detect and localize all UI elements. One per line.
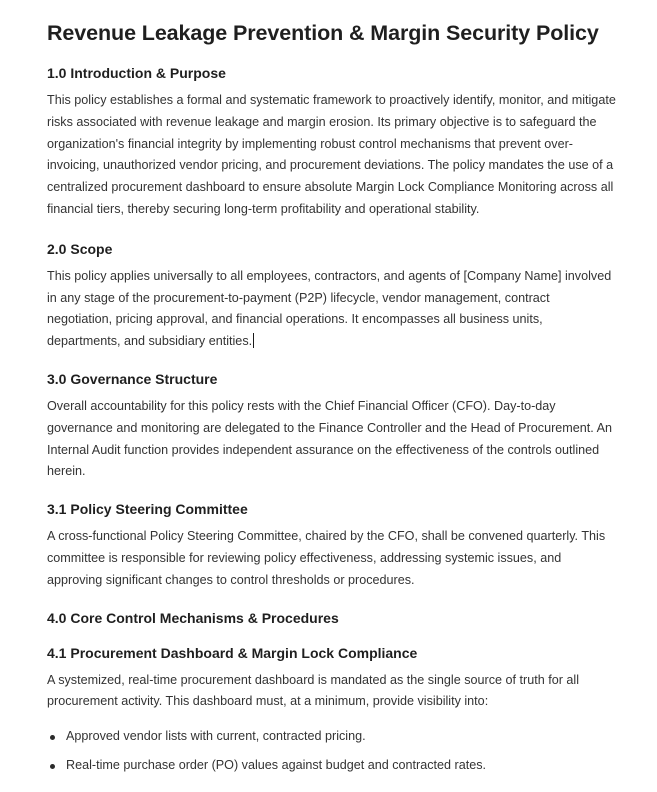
- section-heading-core-controls: 4.0 Core Control Mechanisms & Procedures: [47, 609, 339, 626]
- section-heading-governance: 3.0 Governance Structure: [47, 370, 218, 387]
- section-body-procurement-dashboard: A systemized, real-time procurement dashboard is mandated as the single source of truth for all procurement activity. This dashboard must, at a minimum, provide visibility into:: [47, 672, 579, 709]
- bullet-icon: [50, 764, 55, 769]
- section-body-introduction: This policy establishes a formal and systematic framework to proactively identify, monitor, and mitigate risks associated with revenue leakage and margin erosion. Its primary objective is to safeguard the organization's financial integrity by implementing robust control mechanisms that prevent over-invoicing, unauthorized vendor pricing, and procurement deviations. The policy mandates the use of a centralized procurement dashboard to ensure absolute Margin Lock Compliance Monitoring across all financial tiers, thereby securing long-term profitability and operational stability.: [47, 93, 616, 216]
- text-cursor: [253, 333, 254, 348]
- section-governance: [47, 369, 617, 483]
- section-body-governance: Overall accountability for this policy rests with the Chief Financial Officer (CFO). Day-to-day governance and monitoring are delegated to the Finance Controller and the Head of Procurement. An Internal Audit function provides independent assurance on the effectiveness of the controls outlined herein.: [47, 398, 612, 479]
- bullet-icon: [50, 735, 55, 740]
- section-body-steering-committee: A cross-functional Policy Steering Committee, chaired by the CFO, shall be convened quarterly. This committee is responsible for reviewing policy effectiveness, addressing systemic issues, and approving significant changes to control thresholds or procedures.: [47, 529, 606, 587]
- section-heading-scope: 2.0 Scope: [47, 240, 113, 257]
- section-heading-procurement-dashboard: 4.1 Procurement Dashboard & Margin Lock Compliance: [47, 644, 418, 661]
- section-core-controls: [47, 608, 617, 628]
- list-item-text: Approved vendor lists with current, contracted pricing.: [66, 729, 366, 744]
- list-item: [47, 755, 617, 777]
- section-procurement-dashboard: [47, 643, 617, 777]
- document-title: Revenue Leakage Prevention & Margin Security Policy: [47, 21, 599, 45]
- list-item-text: Real-time purchase order (PO) values against budget and contracted rates.: [66, 757, 487, 772]
- section-steering-committee: [47, 499, 617, 591]
- section-body-scope[interactable]: [47, 266, 617, 353]
- section-introduction: [47, 63, 617, 221]
- section-scope: [47, 239, 617, 353]
- scope-text: This policy applies universally to all employees, contractors, and agents of [Company Name] involved in any stage of the procurement-to-payment (P2P) lifecycle, vendor management, contract negotiation, pricing approval, and financial operations. It encompasses all business units, departments, and subsidiary entities.: [47, 268, 612, 349]
- section-heading-introduction: 1.0 Introduction & Purpose: [47, 65, 226, 81]
- section-heading-steering-committee: 3.1 Policy Steering Committee: [47, 501, 248, 518]
- list-item: [47, 726, 617, 748]
- bullet-list: [47, 726, 617, 777]
